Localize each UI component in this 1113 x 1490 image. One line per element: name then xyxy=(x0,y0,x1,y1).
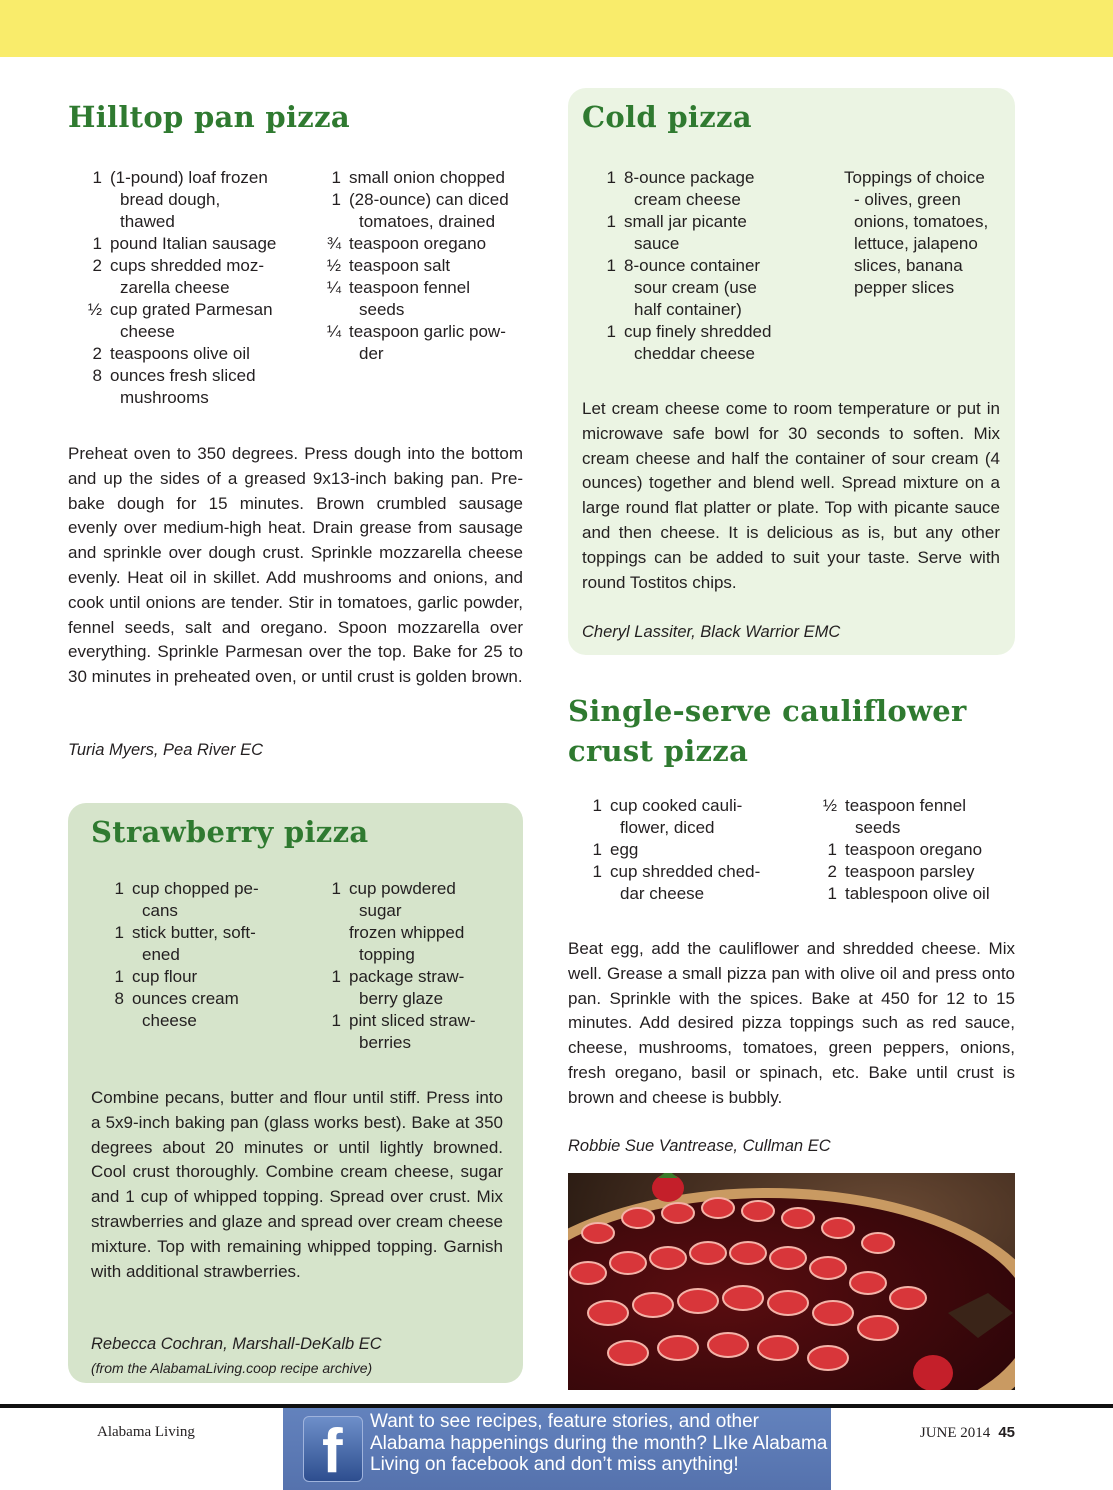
ingredients-column-2 xyxy=(321,167,531,365)
ingredient-quantity: 1 xyxy=(606,212,616,231)
ingredient-item xyxy=(321,922,491,966)
ingredient-item xyxy=(582,839,782,861)
ingredient-text: cup cooked cauli- flower, diced xyxy=(610,796,743,837)
ingredient-quantity: 8 xyxy=(114,989,124,1008)
ingredient-text: egg xyxy=(610,840,639,859)
ingredient-text: teaspoons olive oil xyxy=(110,344,250,363)
ingredient-text: ounces cream cheese xyxy=(132,989,239,1030)
ingredient-text: ounces fresh sliced mushrooms xyxy=(110,366,256,407)
recipe-directions: Preheat oven to 350 degrees. Press dough into the bottom and up the sides of a greased 9x13-inch baking pan. Pre-bake dough for 15 minutes. Brown crumbled sausage evenly over medium-high heat. Drain grease from sausage and sprinkle over dough crust. Sprinkle mozzarella cheese evenly. Heat oil in skillet. Add mushrooms and onions, and cook until onions are tender. Stir in tomatoes, garlic powder, fennel seeds, salt and oregano. Spoon mozzarella over everything. Sprinkle Parmesan over the top. Bake for 25 to 30 minutes in preheated oven, or until crust is golden brown. xyxy=(68,444,523,687)
strawberry-pizza-photo xyxy=(568,1173,1015,1390)
ingredient-item xyxy=(321,233,531,255)
ingredient-item xyxy=(321,321,531,365)
ingredient-quantity: 1 xyxy=(92,234,102,253)
recipe-title: Single-serve cauliflower crust pizza xyxy=(568,694,967,768)
facebook-banner[interactable] xyxy=(283,1408,831,1490)
ingredient-text: teaspoon oregano xyxy=(349,234,487,253)
issue-info xyxy=(920,1424,1015,1442)
ingredient-item xyxy=(104,988,274,1032)
ingredients-column-1 xyxy=(596,167,816,365)
ingredient-item xyxy=(816,167,1006,299)
ingredient-item xyxy=(82,343,292,365)
facebook-banner-text: Want to see recipes, feature stories, and other Alabama happenings during the month? LIke Alabama Living on facebook and don’t miss anything! xyxy=(370,1411,828,1475)
recipe-title: Cold pizza xyxy=(582,100,752,134)
ingredient-text: cup shredded ched- dar cheese xyxy=(610,862,761,903)
ingredient-quantity: 1 xyxy=(331,879,341,898)
ingredients-column-2 xyxy=(321,878,491,1054)
ingredient-item xyxy=(321,189,531,233)
ingredient-item xyxy=(82,365,292,409)
ingredient-quantity: 1 xyxy=(114,923,124,942)
recipe-directions: Beat egg, add the cauliflower and shredded cheese. Mix well. Grease a small pizza pan with olive oil and press onto pan. Sprinkle with the spices. Bake at 450 for 12 to 15 minutes. Add desired pizza toppings such as red sauce, cheese, mushrooms, tomatoes, green peppers, onions, fresh oregano, basil or spinach, etc. Bake until crust is brown and cheese is bubbly. xyxy=(568,939,1015,1107)
ingredient-quantity: 1 xyxy=(331,967,341,986)
ingredient-quantity: 1 xyxy=(827,840,837,859)
recipe-cold-pizza xyxy=(568,88,1015,655)
recipe-credit: Rebecca Cochran, Marshall-DeKalb EC xyxy=(91,1335,382,1353)
ingredients-column-2 xyxy=(817,795,1017,905)
facebook-icon: f xyxy=(303,1416,363,1482)
ingredient-text: teaspoon salt xyxy=(349,256,451,275)
ingredient-quantity: 1 xyxy=(606,256,616,275)
ingredient-text: pound Italian sausage xyxy=(110,234,277,253)
ingredient-text: teaspoon oregano xyxy=(845,840,983,859)
ingredient-item xyxy=(817,883,1017,905)
ingredient-text: (28-ounce) can diced tomatoes, drained xyxy=(349,190,509,231)
ingredient-item xyxy=(321,277,531,321)
recipe-strawberry-pizza xyxy=(68,803,523,1383)
ingredient-quantity: ½ xyxy=(822,796,837,815)
ingredient-quantity: 1 xyxy=(331,190,341,209)
ingredient-text: Toppings of choice - olives, green onions, tomatoes, lettuce, jalapeno slices, banana pepper slices xyxy=(844,168,989,297)
ingredient-item xyxy=(817,839,1017,861)
ingredient-quantity: ½ xyxy=(87,300,102,319)
recipe-directions: Combine pecans, butter and flour until stiff. Press into a 5x9-inch baking pan (glass works best). Bake at 350 degrees about 20 minutes or until lightly browned. Cool crust thoroughly. Combine cream cheese, sugar and 1 cup of whipped topping. Spread over crust. Mix strawberries and glaze and spread over cream cheese mixture. Top with remaining whipped topping. Garnish with additional strawberries. xyxy=(91,1088,503,1281)
ingredients-column-1 xyxy=(582,795,782,905)
ingredient-quantity: ¾ xyxy=(326,234,341,253)
ingredient-text: cups shredded moz- zarella cheese xyxy=(110,256,265,297)
page-number: 45 xyxy=(998,1424,1015,1441)
ingredient-item xyxy=(321,1010,491,1054)
recipe-directions: Let cream cheese come to room temperature or put in microwave safe bowl for 30 seconds to soften. Mix cream cheese and half the container of sour cream (4 ounces) together and blend well. Spread mixture on a large round flat platter or plate. Top with picante sauce and then cheese. It is delicious as is, but any other toppings can be added to suit your taste. Serve with round Tostitos chips. xyxy=(582,399,1000,592)
ingredient-quantity: 1 xyxy=(331,168,341,187)
issue-date: JUNE 2014 xyxy=(919,1425,991,1441)
ingredient-text: teaspoon fennel seeds xyxy=(349,278,470,319)
ingredient-text: tablespoon olive oil xyxy=(845,884,990,903)
ingredient-item xyxy=(596,255,816,321)
recipe-title: Hilltop pan pizza xyxy=(68,100,350,134)
ingredient-quantity: 8 xyxy=(92,366,102,385)
ingredient-text: cup powdered sugar xyxy=(349,879,456,920)
ingredient-quantity xyxy=(816,167,836,299)
ingredient-text: frozen whipped topping xyxy=(349,923,465,964)
ingredient-quantity: ¼ xyxy=(326,278,341,297)
ingredient-text: pint sliced straw- berries xyxy=(349,1011,476,1052)
ingredient-item xyxy=(582,795,782,839)
ingredient-item xyxy=(104,922,274,966)
ingredient-quantity: 1 xyxy=(114,879,124,898)
ingredient-text: cup grated Parmesan cheese xyxy=(110,300,273,341)
ingredient-text: package straw- berry glaze xyxy=(349,967,465,1008)
ingredient-quantity: 1 xyxy=(331,1011,341,1030)
ingredient-item xyxy=(104,966,274,988)
ingredient-quantity: 2 xyxy=(92,344,102,363)
ingredients-column-1 xyxy=(82,167,292,409)
ingredient-item xyxy=(596,321,816,365)
ingredient-item xyxy=(82,167,292,233)
ingredient-item xyxy=(817,861,1017,883)
ingredient-item xyxy=(82,299,292,343)
ingredient-text: cup flour xyxy=(132,967,198,986)
ingredient-text: stick butter, soft- ened xyxy=(132,923,256,964)
ingredient-item xyxy=(596,167,816,211)
ingredient-item xyxy=(321,167,531,189)
ingredient-quantity xyxy=(321,922,341,966)
ingredient-item xyxy=(596,211,816,255)
ingredient-item xyxy=(104,878,274,922)
ingredient-quantity: 1 xyxy=(592,796,602,815)
ingredient-text: 8-ounce package cream cheese xyxy=(624,168,755,209)
ingredient-item xyxy=(321,255,531,277)
recipe-credit: Cheryl Lassiter, Black Warrior EMC xyxy=(582,623,841,641)
ingredient-item xyxy=(321,966,491,1010)
ingredient-quantity: 1 xyxy=(606,168,616,187)
ingredient-text: 8-ounce container sour cream (use half container) xyxy=(624,256,761,319)
ingredient-text: small onion chopped xyxy=(349,168,505,187)
recipe-credit: Robbie Sue Vantrease, Cullman EC xyxy=(568,1137,831,1155)
ingredient-quantity: ½ xyxy=(326,256,341,275)
ingredient-quantity: 1 xyxy=(592,840,602,859)
ingredient-quantity: 1 xyxy=(606,322,616,341)
ingredient-item xyxy=(82,233,292,255)
ingredient-quantity: 2 xyxy=(92,256,102,275)
ingredient-item xyxy=(321,878,491,922)
ingredient-quantity: ¼ xyxy=(326,322,341,341)
ingredient-text: teaspoon garlic pow- der xyxy=(349,322,506,363)
ingredient-text: small jar picante sauce xyxy=(624,212,747,253)
ingredient-text: (1-pound) loaf frozen bread dough, thawed xyxy=(110,168,268,231)
ingredient-item xyxy=(817,795,1017,839)
ingredient-quantity: 1 xyxy=(827,884,837,903)
ingredients-column-1 xyxy=(104,878,274,1032)
ingredient-text: teaspoon parsley xyxy=(845,862,975,881)
top-color-band xyxy=(0,0,1113,57)
recipe-credit: Turia Myers, Pea River EC xyxy=(68,741,263,759)
ingredient-quantity: 1 xyxy=(592,862,602,881)
ingredient-item xyxy=(582,861,782,905)
ingredient-quantity: 1 xyxy=(114,967,124,986)
recipe-credit-note: (from the AlabamaLiving.coop recipe archive) xyxy=(91,1360,373,1376)
recipe-title: Strawberry pizza xyxy=(91,815,369,849)
magazine-name: Alabama Living xyxy=(97,1424,195,1440)
ingredient-text: teaspoon fennel seeds xyxy=(845,796,966,837)
ingredient-quantity: 1 xyxy=(92,168,102,187)
ingredients-column-2 xyxy=(816,167,1006,299)
ingredient-text: cup chopped pe- cans xyxy=(132,879,259,920)
ingredient-item xyxy=(82,255,292,299)
ingredient-text: cup finely shredded cheddar cheese xyxy=(624,322,772,363)
ingredient-quantity: 2 xyxy=(827,862,837,881)
